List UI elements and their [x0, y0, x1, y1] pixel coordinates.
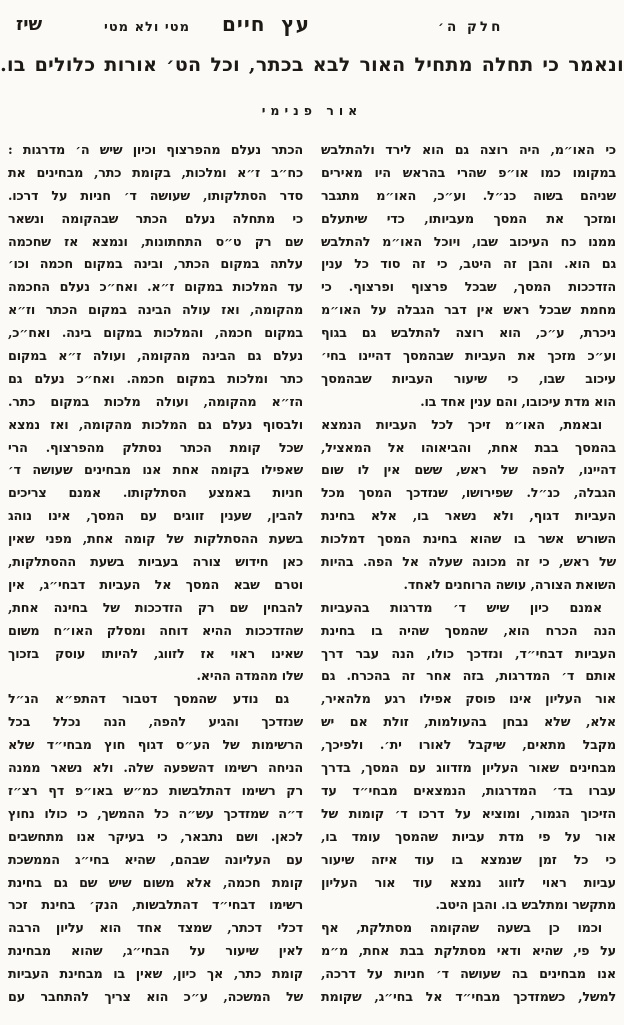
- text-line: הזדככות המסך, שבכל פרצוף ופרצוף. כי: [321, 280, 616, 296]
- text-line: כי כל זמן שנמצא בו עוד איזה שיעור: [321, 852, 616, 868]
- chapter-label: מטי ולא מטי: [104, 20, 190, 35]
- text-line: השורש אשר בו שהוא בחינת המסך דמלכות: [321, 532, 616, 548]
- text-line: הגבלה, כנ״ל. שפירושו, שנזדכך המסך מכל: [321, 486, 616, 502]
- text-line: של ראש, כי זה מכונה שעלה אל הפה. בהיות: [321, 555, 616, 571]
- text-line: שהזדככות ההיא דוחה ומסלק האו״ח משום: [8, 623, 303, 639]
- text-line: ולבסוף נעלם גם המלכות מהקומה, ואז נמצא: [8, 417, 303, 433]
- text-line: עד המלכות במקום ז״א. ואח״כ נעלם החכמה: [8, 280, 303, 296]
- text-line: אנו מבחינים בה שעושה ד׳ חניות על דרכה,: [321, 967, 616, 983]
- text-line: אותם ד׳ המדרגות, בזה אחר זה בהכרח. גם: [321, 669, 616, 685]
- text-line: אור העליון אינו פוסק אפילו רגע מלהאיר,: [321, 692, 616, 708]
- text-line: כתר ומלכות במקום חכמה. ואח״כ נעלם גם: [8, 371, 303, 387]
- text-line: נעלם גם הבינה מהקומה, ועולה ז״א במקום: [8, 349, 303, 365]
- text-line: אור על פי מדת עביות שהמסך עומד בו,: [321, 829, 616, 845]
- text-line: בשעת ההסתלקות של קומה אחת, מפני שאין: [8, 532, 303, 548]
- text-line: בהמסך בבת אחת, והביאוהו אל המאציל,: [321, 440, 616, 456]
- text-line: קומת כתר, אך כיון, שאין בו מבחינת העביות: [8, 967, 303, 983]
- text-line: גם הוא. והבן זה היטב, כי זה סוד כל ענין: [321, 257, 616, 273]
- text-line: הרשימות של הע״ס דגוף חוץ מבחי״ד שלא: [8, 738, 303, 754]
- right-column: [321, 140, 616, 1010]
- text-line: לכאן. ושם נתבאר, כי בעיקר אנו מתחשבים: [8, 829, 303, 845]
- text-line: הכתר נעלם מהפרצוף וכיון שיש ה׳ מדרגות :: [8, 143, 303, 158]
- text-line: מהקומה, ואז עולה הבינה במקום הכתר וז״א: [8, 303, 303, 319]
- text-line: השואת הצורה, עושה הרוחנים לאחד.: [403, 577, 616, 593]
- text-line: עיכוב שבו, כי שיעור העביות שבהמסך: [321, 371, 616, 387]
- text-line: מחמת שבכל ראש אין דבר הגבלה על האו״מ: [321, 303, 616, 319]
- text-line: וכמו כן בשעה שהקומה מסתלקת, אף: [321, 921, 602, 937]
- text-line: ניכרת, ע״כ, הוא רוצה להתלבש גם בגוף: [321, 326, 616, 342]
- text-line: שכל קומת הכתר נסתלק מהפרצוף. הרי: [8, 440, 303, 456]
- text-line: על פי, שהיא ודאי מסתלקת בבת אחת, מ״מ: [321, 944, 616, 960]
- text-line: הוא מדת עיכובו, והם ענין אחד בו.: [420, 394, 616, 410]
- text-line: למשל, כשמזדכך מבחי״ד אל בחי״ג, שקומת: [321, 989, 616, 1005]
- text-line: גם נודע שהמסך דטבור דהתפ״א הנ״ל: [8, 692, 289, 708]
- text-line: דכלי דכתר, שמצד אחד הוא עליון הרבה: [8, 921, 303, 937]
- text-line: סדר הסתלקותו, שעושה ד׳ חניות על דרכו.: [8, 188, 303, 204]
- text-line: במקום חכמה, והמלכות במקום בינה. ואח״כ,: [8, 326, 303, 342]
- text-line: רק רשימו דהתלבשות כמ״ש באו״פ דף רצ״ז: [8, 783, 303, 799]
- text-line: שלו מהמדה ההיא.: [196, 669, 303, 685]
- text-line: שניהם בשוה כנ״ל. וע״כ, האו״מ מתגבר: [321, 188, 616, 204]
- text-line: העביות דבחי״ד, ונזדכך כולו, הנה עבר דרך: [321, 646, 616, 662]
- text-line: לאין שיעור על הבחי״ג, שהוא מבחינת: [8, 944, 303, 960]
- text-line: העביות דגוף, ולא נשאר בו, אלא בחינת: [321, 509, 616, 525]
- text-line: עביות ראוי לזווג נמצא עוד אור העליון: [321, 875, 616, 891]
- text-line: חניות באמצע הסתלקותו. אמנם צריכים: [8, 486, 303, 502]
- text-line: שנזדכך והגיע להפה, הנה נכלל בכל: [8, 715, 303, 731]
- text-line: ובאמת, האו״מ זיכך לכל העביות הנמצא: [321, 417, 602, 433]
- text-line: כי מתחלה נעלם הכתר שבהקומה ונשאר: [8, 211, 303, 227]
- text-line: קומת חכמה, אלא משום שיש שם גם בחינת: [8, 875, 303, 891]
- text-line: כח״ב ז״א ומלכות, בקומת כתר, מבחינים את: [8, 165, 303, 181]
- book-title: עץ חיים: [222, 12, 310, 36]
- volume-label: חלק ה׳: [438, 19, 504, 35]
- text-line: ומזכך את המסך מעביותו, כדי שיתעלם: [321, 211, 616, 227]
- text-line: להבחין שם רק הזדככות של בחינה אחת,: [8, 600, 303, 616]
- text-line: רשימו דבחי״ד דהתלבשות, הנק׳ בחינת זכר: [8, 898, 303, 914]
- text-line: וטרם שבא המסך אל העביות דבחי״ג, אין: [8, 577, 303, 593]
- text-line: מקבל מתאים, שיקבל לאורו ית׳. ולפיכך,: [321, 738, 616, 754]
- text-line: מבחינים שאור העליון מזדווג עם המסך, בדרך: [321, 761, 616, 777]
- text-line: הניחה רשימו דהשפעה שלה. ולא נשאר ממנה: [8, 761, 303, 777]
- text-line: שם רק ט״ס התחתונות, ונמצא אז שחכמה: [8, 234, 303, 250]
- text-line: שאפילו בקומה אחת אנו מבחינים שעושה ד׳: [8, 463, 303, 479]
- text-line: עלתה במקום הכתר, ובינה במקום חכמה וכו׳: [8, 257, 303, 273]
- text-line: עם העליונה שבהם, שהיא בחי״ג הממשכת: [8, 852, 303, 868]
- text-line: הזיכוך הגמור, ומוציא על דרכו ד׳ קומות של: [321, 806, 616, 822]
- text-line: שאינו ראוי אז לזווג, להיותו עוסק בזכוך: [8, 646, 303, 662]
- text-line: כאן חידוש צורה בעביות בשעת ההסתלקות,: [8, 555, 303, 571]
- text-line: במקומו כמו או״פ שהרי בהראש היו מאירים: [321, 165, 616, 181]
- text-line: וע״כ מזכך את העביות שבהמסך דהיינו בחי׳: [321, 349, 616, 365]
- text-line: הז״א מהקומה, ועולה מלכות במקום כתר.: [8, 394, 303, 410]
- text-line: אמנם כיון שיש ד׳ מדרגות בהעביות: [321, 600, 602, 616]
- text-line: להבין, שענין זווגים עם המסך, אינו נוהג: [8, 509, 303, 525]
- text-line: עברו בד׳ המדרגות, הנמצאים מבחי״ד עד: [321, 783, 616, 799]
- page-header: [0, 12, 624, 48]
- text-line: ד״ה שמזדכך עש״ה כל ההמשך, כי כולו נחוץ: [8, 806, 303, 822]
- text-line: מתקשר ומתלבש בו. והבן היטב.: [435, 898, 616, 914]
- text-line: דהיינו, להפה של ראש, ששם אין לו שום: [321, 463, 616, 479]
- text-line: הנה הכרח הוא, שהמסך שהיה בו בחינת: [321, 623, 616, 639]
- text-line: כי האו״מ, היה רוצה גם הוא לירד ולהתלבש: [321, 143, 616, 158]
- left-column: [8, 140, 303, 1010]
- source-text-line: ונאמר כי תחלה מתחיל האור לבא בכתר, וכל הט׳ אורות כלולים בו.: [0, 54, 624, 76]
- page-number: שיז: [16, 14, 43, 35]
- text-columns: [8, 140, 616, 1010]
- text-line: של המשכה, ע״כ הוא צריך להתחבר עם: [8, 989, 303, 1005]
- commentary-heading: אור פנימי: [261, 103, 363, 118]
- text-line: ממנו כח העיכוב שבו, ויוכל האו״מ להתלבש: [321, 234, 616, 250]
- text-line: אלא, שלא נבחן בהעולמות, זולת אם יש: [321, 715, 616, 731]
